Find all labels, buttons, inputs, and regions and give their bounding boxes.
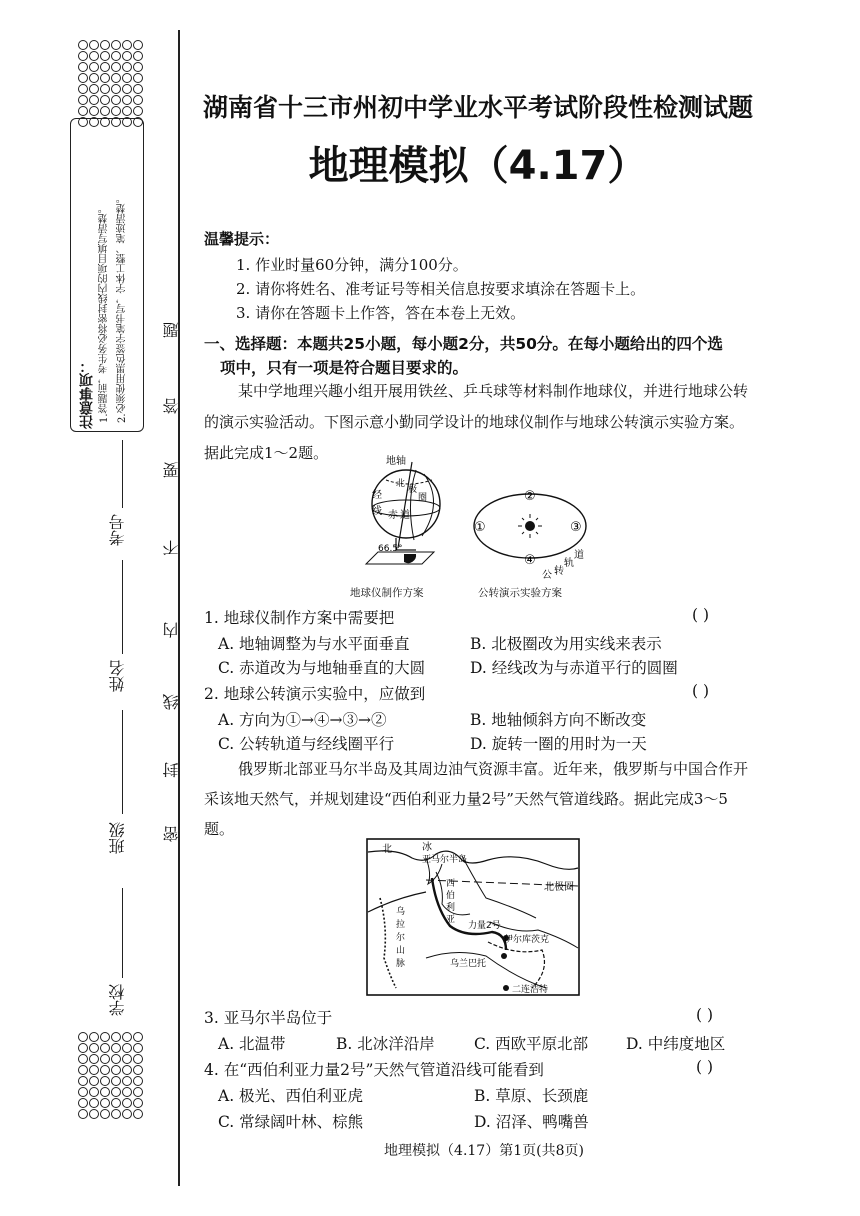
- globe-figure: [356, 452, 456, 582]
- binding-holes-top: [78, 40, 144, 127]
- position-3: ③: [570, 520, 582, 535]
- map-label-bing: 冰: [422, 842, 432, 853]
- binding-hole: [133, 1054, 143, 1064]
- binding-hole: [100, 1109, 110, 1119]
- binding-hole: [111, 1087, 121, 1097]
- question-1-stem: 1. 地球仪制作方案中需要把: [204, 609, 395, 627]
- notice-line-1: 1.答题前，考生务必将密封线内的项目填写清楚。: [99, 203, 110, 423]
- binding-hole: [78, 1043, 88, 1053]
- quan-char: 圈: [418, 493, 428, 503]
- xian-char: 线: [372, 506, 382, 517]
- binding-hole: [100, 106, 110, 116]
- binding-hole: [78, 84, 88, 94]
- jing-char: 经: [372, 490, 382, 501]
- field-exam-number: 考号: [108, 514, 127, 546]
- tip-2: 2. 请你将姓名、准考证号等相关信息按要求填涂在答题卡上。: [236, 280, 646, 298]
- seal-char: 不: [162, 540, 181, 556]
- bei-char: 北: [396, 479, 406, 489]
- binding-hole: [100, 62, 110, 72]
- question-2-option-b: B. 地轴倾斜方向不断改变: [470, 711, 647, 729]
- siberia-map: [366, 838, 580, 998]
- binding-hole: [133, 1109, 143, 1119]
- binding-hole: [133, 1087, 143, 1097]
- tip-3: 3. 请你在答题卡上作答，答在本卷上无效。: [236, 304, 526, 322]
- binding-hole: [122, 106, 132, 116]
- question-4-option-c: C. 常绿阔叶林、棕熊: [218, 1113, 364, 1131]
- binding-hole: [133, 95, 143, 105]
- field-school: 学校: [108, 984, 127, 1016]
- binding-hole: [89, 1065, 99, 1075]
- binding-hole: [122, 1043, 132, 1053]
- binding-hole: [78, 1076, 88, 1086]
- binding-hole: [100, 40, 110, 50]
- binding-hole: [89, 1043, 99, 1053]
- binding-hole: [89, 1076, 99, 1086]
- field-name: 姓名: [108, 660, 127, 692]
- question-3-option-c: C. 西欧平原北部: [474, 1035, 589, 1053]
- binding-hole: [100, 95, 110, 105]
- binding-hole: [122, 51, 132, 61]
- binding-hole: [122, 62, 132, 72]
- binding-hole: [89, 106, 99, 116]
- binding-hole: [89, 95, 99, 105]
- binding-hole: [122, 1054, 132, 1064]
- question-1-bracket: ( ): [692, 606, 710, 624]
- orbit-text-gui: 轨: [564, 558, 574, 569]
- question-3-option-d: D. 中纬度地区: [626, 1035, 726, 1053]
- map-label-erlian: 二连浩特: [512, 985, 549, 995]
- position-2: ②: [524, 489, 536, 504]
- binding-hole: [133, 106, 143, 116]
- notice-box: [70, 118, 144, 432]
- field-name-line: [122, 560, 123, 654]
- map-label-siberia-char: 亚: [446, 915, 456, 925]
- dao-char: 道: [400, 510, 410, 521]
- map-label-ural-char: 拉: [396, 920, 406, 930]
- binding-hole: [78, 1098, 88, 1108]
- binding-hole: [111, 1098, 121, 1108]
- binding-hole: [133, 1032, 143, 1042]
- binding-hole: [89, 73, 99, 83]
- position-4: ④: [524, 553, 536, 568]
- binding-hole: [133, 62, 143, 72]
- section-1-line-2: 项中，只有一项是符合题目要求的。: [220, 359, 469, 377]
- binding-hole: [122, 1076, 132, 1086]
- binding-hole: [100, 1065, 110, 1075]
- position-1: ①: [474, 520, 486, 535]
- binding-hole: [100, 84, 110, 94]
- passage-2-text: 俄罗斯北部亚马尔半岛及其周边油气资源丰富。近年来，俄罗斯与中国合作开采该地天然气，并规划建设“西伯利亚力量2号”天然气管道线路。据此完成3～5题。: [204, 760, 749, 838]
- binding-hole: [89, 1098, 99, 1108]
- binding-hole: [78, 73, 88, 83]
- binding-hole: [78, 40, 88, 50]
- binding-hole: [133, 84, 143, 94]
- axis-label: 地轴: [386, 456, 406, 467]
- binding-hole: [78, 1087, 88, 1097]
- binding-hole: [111, 62, 121, 72]
- binding-hole: [89, 1087, 99, 1097]
- binding-hole: [100, 1076, 110, 1086]
- map-label-bei: 北: [382, 844, 392, 855]
- page-subtitle: 地理模拟（4.17）: [308, 143, 648, 189]
- binding-hole: [122, 95, 132, 105]
- binding-hole: [111, 95, 121, 105]
- field-class: 班级: [108, 822, 127, 854]
- passage-1-text: 某中学地理兴趣小组开展用铁丝、乒乓球等材料制作地球仪，并进行地球公转的演示实验活动。下图示意小勤同学设计的地球仪制作与地球公转演示实验方案。据此完成1～2题。: [204, 382, 749, 462]
- binding-hole: [133, 40, 143, 50]
- binding-hole: [89, 62, 99, 72]
- map-label-ural-char: 脉: [396, 959, 406, 969]
- question-1-option-a: A. 地轴调整为与水平面垂直: [218, 635, 410, 653]
- binding-hole: [100, 1054, 110, 1064]
- question-4-option-a: A. 极光、西伯利亚虎: [218, 1087, 364, 1105]
- orbit-text-zhuan: 转: [554, 566, 564, 577]
- map-label-ulaanbaatar: 乌兰巴托: [450, 959, 487, 969]
- notice-title: 注意事项：: [79, 359, 95, 429]
- binding-hole: [89, 51, 99, 61]
- binding-hole: [89, 84, 99, 94]
- question-2-bracket: ( ): [692, 682, 710, 700]
- globe-caption: 地球仪制作方案: [350, 587, 424, 599]
- binding-hole: [100, 1032, 110, 1042]
- seal-char: 封: [162, 762, 181, 778]
- orbit-text-dao: 道: [574, 550, 584, 561]
- question-2-option-d: D. 旋转一圈的用时为一天: [470, 735, 647, 753]
- passage-1: [204, 376, 752, 469]
- map-label-ural-char: 山: [396, 946, 406, 956]
- binding-hole: [122, 40, 132, 50]
- map-label-irkutsk: 伊尔库茨克: [504, 935, 550, 945]
- binding-hole: [78, 95, 88, 105]
- binding-hole: [122, 1032, 132, 1042]
- binding-hole: [111, 1043, 121, 1053]
- binding-hole: [100, 73, 110, 83]
- binding-hole: [100, 1098, 110, 1108]
- map-label-ural-char: 乌: [396, 907, 406, 917]
- binding-hole: [133, 51, 143, 61]
- question-2-option-c: C. 公转轨道与经线圈平行: [218, 735, 395, 753]
- binding-hole: [78, 62, 88, 72]
- seal-char: 密: [162, 826, 181, 842]
- question-2-stem: 2. 地球公转演示实验中，应做到: [204, 685, 426, 703]
- binding-hole: [100, 1087, 110, 1097]
- map-label-ural-char: 尔: [396, 933, 406, 943]
- map-label-yamal: 亚马尔半岛: [422, 855, 468, 865]
- field-school-line: [122, 888, 123, 978]
- binding-hole: [78, 1109, 88, 1119]
- orbit-figure: [466, 484, 602, 584]
- binding-hole: [89, 1054, 99, 1064]
- seal-char: 题: [162, 322, 181, 338]
- binding-hole: [133, 1076, 143, 1086]
- binding-hole: [133, 73, 143, 83]
- binding-holes-bottom: [78, 1032, 144, 1119]
- binding-hole: [133, 1065, 143, 1075]
- binding-hole: [133, 1043, 143, 1053]
- binding-hole: [111, 1076, 121, 1086]
- question-4-stem: 4. 在“西伯利亚力量2号”天然气管道沿线可能看到: [204, 1061, 544, 1079]
- chi-char: 赤: [388, 510, 398, 521]
- binding-hole: [111, 51, 121, 61]
- seal-char: 答: [162, 398, 181, 414]
- question-3-bracket: ( ): [696, 1006, 714, 1024]
- map-label-arctic-circle: 北极圈: [544, 882, 574, 893]
- binding-hole: [89, 1109, 99, 1119]
- binding-hole: [111, 106, 121, 116]
- orbit-text-gong: 公: [542, 570, 552, 581]
- binding-hole: [78, 106, 88, 116]
- binding-hole: [78, 1054, 88, 1064]
- binding-hole: [111, 40, 121, 50]
- question-3-stem: 3. 亚马尔半岛位于: [204, 1009, 333, 1027]
- binding-hole: [89, 40, 99, 50]
- page-footer: 地理模拟（4.17）第1页(共8页): [384, 1143, 584, 1159]
- binding-hole: [111, 1054, 121, 1064]
- angle-label: 66.5°: [378, 544, 403, 554]
- binding-hole: [122, 1098, 132, 1108]
- question-1-option-c: C. 赤道改为与地轴垂直的大圆: [218, 659, 426, 677]
- orbit-caption: 公转演示实验方案: [478, 587, 562, 599]
- passage-2: [204, 754, 752, 844]
- seal-char: 内: [162, 622, 181, 638]
- binding-hole: [122, 1109, 132, 1119]
- question-4-bracket: ( ): [696, 1058, 714, 1076]
- binding-hole: [111, 1065, 121, 1075]
- map-label-siberia-char: 西: [446, 879, 456, 889]
- binding-margin-rule: [178, 30, 180, 1186]
- binding-hole: [111, 1032, 121, 1042]
- question-1-option-b: B. 北极圈改为用实线来表示: [470, 635, 662, 653]
- notice-line-2: 2.必须使用黑色签字笔书写，字体工整、笔迹清楚。: [117, 193, 128, 423]
- map-label-siberia-char: 伯: [446, 891, 456, 901]
- question-3-option-a: A. 北温带: [218, 1035, 286, 1053]
- seal-char: 线: [162, 694, 181, 710]
- question-3-option-b: B. 北冰洋沿岸: [336, 1035, 435, 1053]
- field-exam-number-line: [122, 440, 123, 508]
- binding-hole: [78, 51, 88, 61]
- page-title: 湖南省十三市州初中学业水平考试阶段性检测试题: [202, 93, 753, 122]
- binding-hole: [111, 84, 121, 94]
- question-4-option-b: B. 草原、长颈鹿: [474, 1087, 589, 1105]
- map-label-siberia-char: 利: [446, 903, 456, 913]
- binding-hole: [100, 1043, 110, 1053]
- map-label-ural: [396, 905, 405, 969]
- tips-heading: 温馨提示：: [204, 230, 280, 248]
- question-2-option-a: A. 方向为①→④→③→②: [218, 711, 387, 729]
- section-1-line-1: 一、选择题：本题共25小题，每小题2分，共50分。在每小题给出的四个选: [204, 335, 723, 353]
- binding-hole: [122, 73, 132, 83]
- binding-hole: [122, 1065, 132, 1075]
- binding-hole: [78, 1065, 88, 1075]
- binding-hole: [78, 1032, 88, 1042]
- seal-char: 要: [162, 462, 181, 478]
- binding-hole: [122, 1087, 132, 1097]
- binding-hole: [111, 73, 121, 83]
- tip-1: 1. 作业时量60分钟，满分100分。: [236, 256, 468, 274]
- field-class-line: [122, 710, 123, 814]
- binding-hole: [111, 1109, 121, 1119]
- question-4-option-d: D. 沼泽、鸭嘴兽: [474, 1113, 589, 1131]
- binding-hole: [122, 84, 132, 94]
- binding-hole: [133, 1098, 143, 1108]
- ji-char: 极: [408, 485, 418, 495]
- question-1-option-d: D. 经线改为与赤道平行的圆圈: [470, 659, 678, 677]
- map-label-power2: 力量2号: [468, 921, 501, 931]
- binding-hole: [89, 1032, 99, 1042]
- binding-hole: [100, 51, 110, 61]
